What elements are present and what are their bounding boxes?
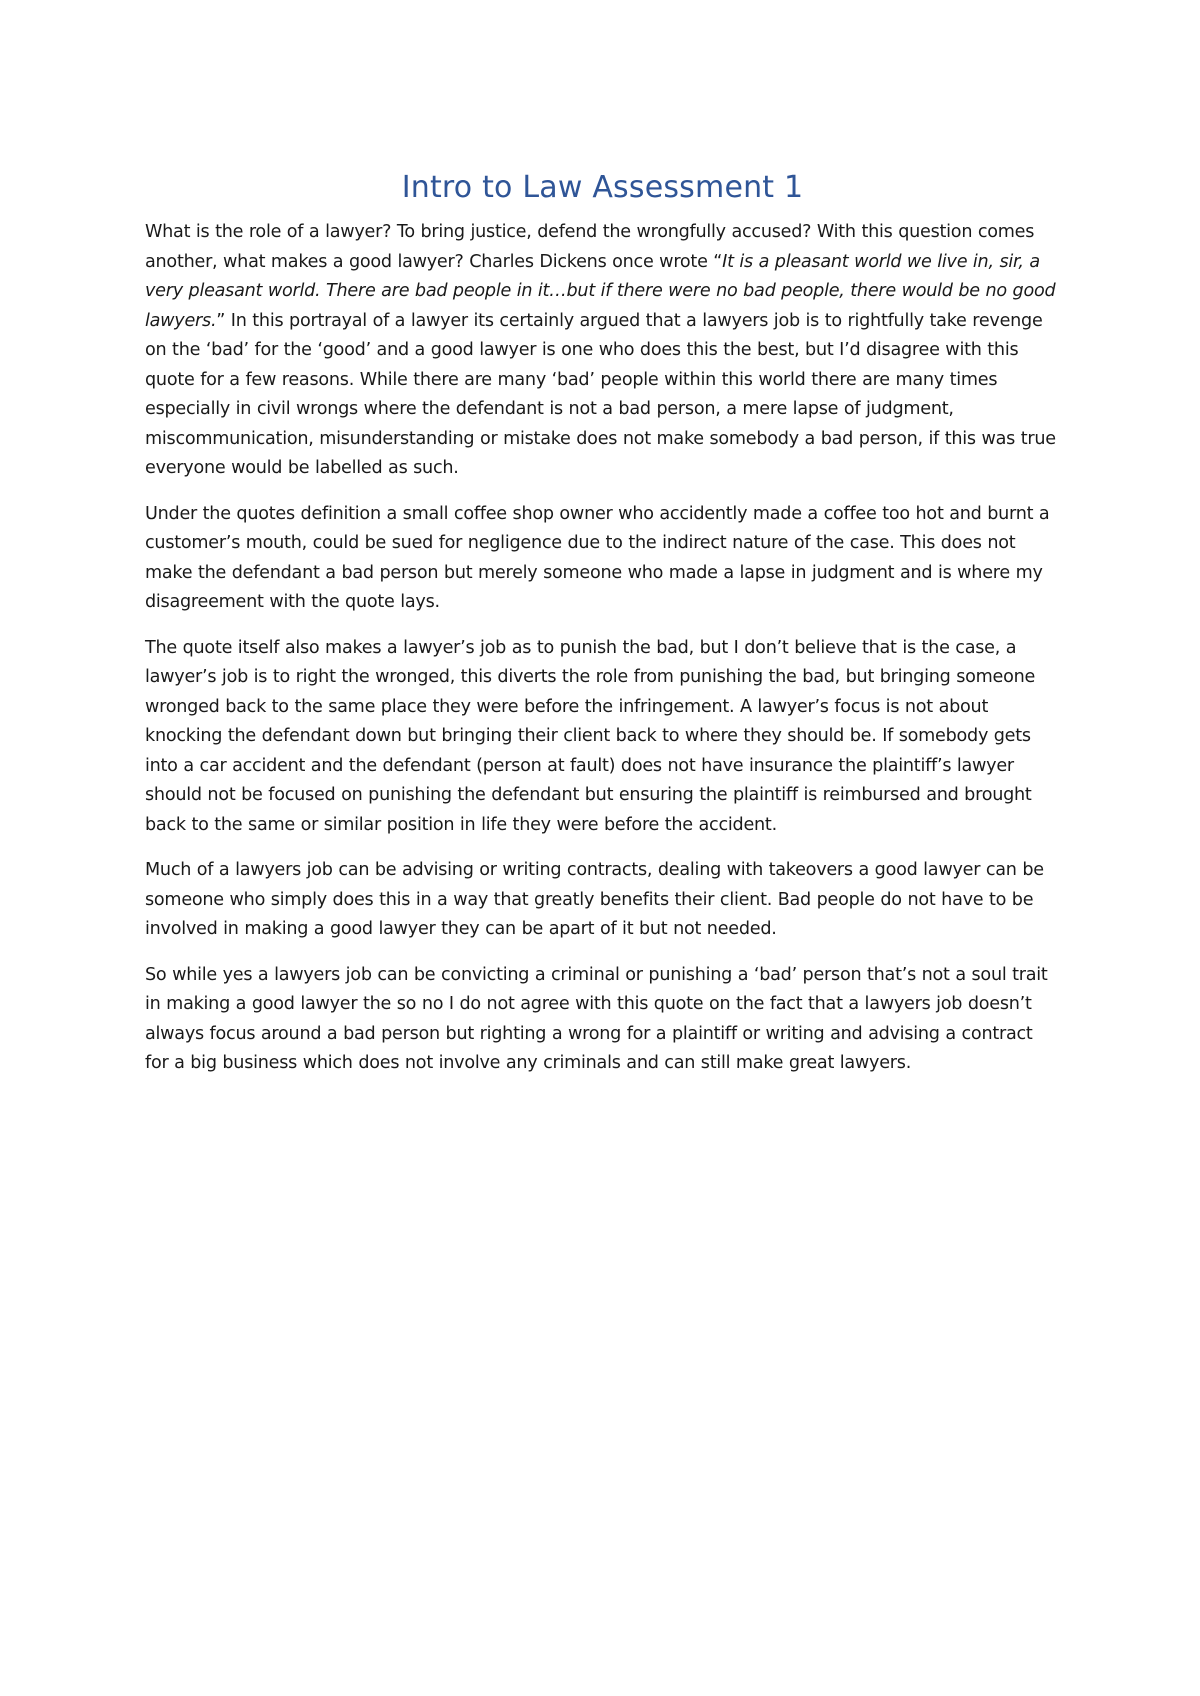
paragraph-conclusion: So while yes a lawyers job can be convicting a criminal or punishing a ‘bad’ person that’s not a soul trait in making a good lawyer the so no I do not agree with this quote on the fact that a lawyers job doesn’t always focus around a bad person but righting a wrong for a plaintiff or writing and advising a contract for a big business which does not involve any criminals and can still make great lawyers. [145,964,1048,1073]
dickens-quote: It is a pleasant world we live in, sir, a very pleasant world. There are bad people in it…but if there were no bad people, there would be no good lawyers. [145,251,1056,331]
paragraph-intro-lead: What is the role of a lawyer? To bring justice, defend the wrongfully accused? With this question comes another, what makes a good lawyer? Charles Dickens once wrote “ [145,222,1035,272]
paragraph-coffee-shop-example: Under the quotes definition a small coffee shop owner who accidently made a coffee too hot and burnt a customer’s mouth, could be sued for negligence due to the indirect nature of the case. This does not make the defendant a bad person but merely someone who made a lapse in judgment and is where my disagreement with the quote lays. [145,503,1050,612]
document-title: Intro to Law Assessment 1 [401,170,804,205]
document-body [145,168,1060,1095]
paragraph-intro [145,218,1060,484]
paragraph-intro-rest: ” In this portrayal of a lawyer its certainly argued that a lawyers job is to rightfully take revenge on the ‘bad’ for the ‘good’ and a good lawyer is one who does this the best, but I’d disagree with this quote for a few reasons. While there are many ‘bad’ people within this world there are many times especially in civil wrongs where the defendant is not a bad person, a mere lapse of judgment, miscommunication, misunderstanding or mistake does not make somebody a bad person, if this was true everyone would be labelled as such. [145,310,1056,478]
paragraph-contracts: Much of a lawyers job can be advising or writing contracts, dealing with takeovers a good lawyer can be someone who simply does this in a way that greatly benefits their client. Bad people do not have to be involved in making a good lawyer they can be apart of it but not needed. [145,860,1044,939]
paragraph-lawyer-role: The quote itself also makes a lawyer’s job as to punish the bad, but I don’t believe that is the case, a lawyer’s job is to right the wronged, this diverts the role from punishing the bad, but bringing someone wronged back to the same place they were before the infringement. A lawyer’s focus is not about knocking the defendant down but bringing their client back to where they should be. If somebody gets into a car accident and the defendant (person at fault) does not have insurance the plaintiff’s lawyer should not be focused on punishing the defendant but ensuring the plaintiff is reimbursed and brought back to the same or similar position in life they were before the accident. [145,637,1036,835]
